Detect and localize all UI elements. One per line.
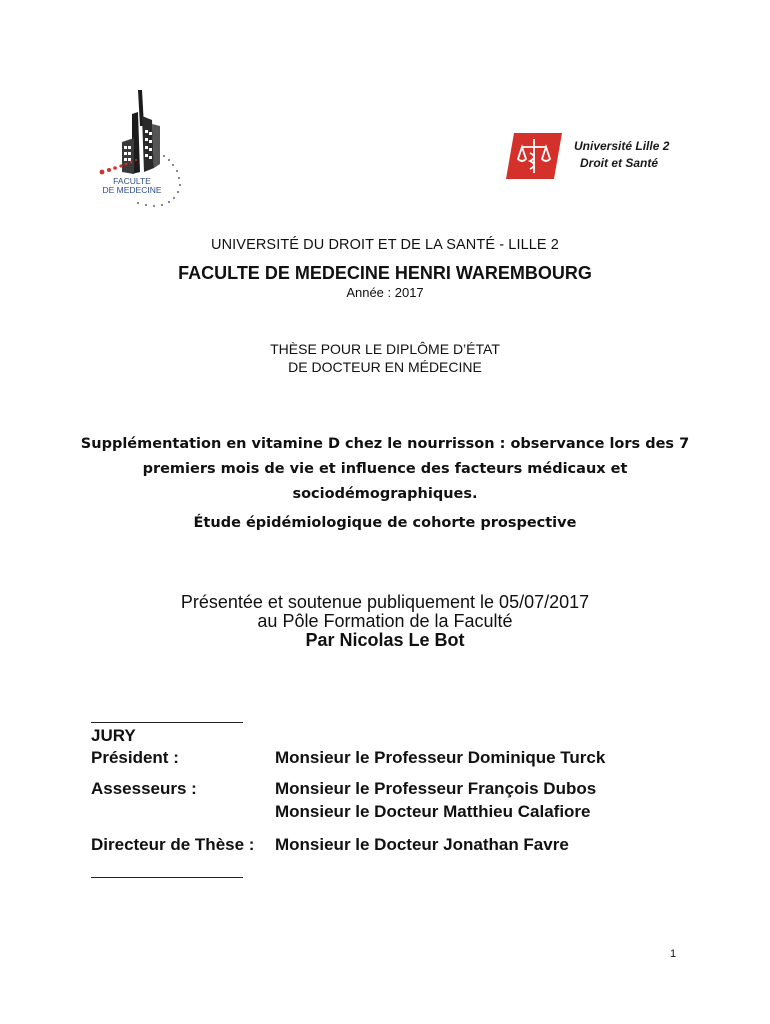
presentation-date-line: Présentée et soutenue publiquement le 05/07/2017 [180, 592, 590, 612]
assesseur-2-name: Monsieur le Docteur Matthieu Calafiore [275, 802, 591, 821]
jury-heading: JURY [91, 726, 136, 745]
ul2-emblem-icon [506, 133, 562, 179]
directeur-name: Monsieur le Docteur Jonathan Favre [275, 835, 569, 854]
thesis-type-line2: DE DOCTEUR EN MÉDECINE [288, 359, 482, 375]
thesis-type-line1: THÈSE POUR LE DIPLÔME D’ÉTAT [270, 341, 500, 357]
president-label: Président : [91, 748, 179, 767]
faculty-name: FACULTE DE MEDECINE HENRI WAREMBOURG [178, 263, 592, 283]
assesseur-1-name: Monsieur le Professeur François Dubos [275, 779, 597, 798]
academic-year: Année : 2017 [346, 285, 424, 300]
president-name: Monsieur le Professeur Dominique Turck [275, 748, 606, 767]
faculte-logo-line1: FACULTE [113, 176, 151, 186]
jury-top-rule [91, 722, 243, 723]
thesis-author: Par Nicolas Le Bot [305, 630, 465, 650]
universite-lille2-logo [506, 128, 696, 180]
faculte-medecine-logo [92, 86, 202, 214]
page-number: 1 [670, 948, 677, 960]
jury-bottom-rule [91, 877, 243, 878]
university-name: UNIVERSITÉ DU DROIT ET DE LA SANTÉ - LILLE 2 [211, 237, 559, 253]
ul2-logo-line2: Droit et Santé [580, 156, 659, 170]
thesis-title: Supplémentation en vitamine D chez le nourrisson : observance lors des 7 premiers mois de vie et influence des facteurs médicaux et sociodémographiques. [80, 436, 690, 502]
ul2-logo-line1: Université Lille 2 [574, 139, 670, 153]
faculte-logo-line2: DE MEDECINE [102, 185, 162, 195]
assesseurs-label: Assesseurs : [91, 779, 197, 798]
presentation-place-line: au Pôle Formation de la Faculté [257, 611, 513, 631]
directeur-label: Directeur de Thèse : [91, 835, 255, 854]
thesis-subtitle: Étude épidémiologique de cohorte prospective [193, 515, 577, 531]
